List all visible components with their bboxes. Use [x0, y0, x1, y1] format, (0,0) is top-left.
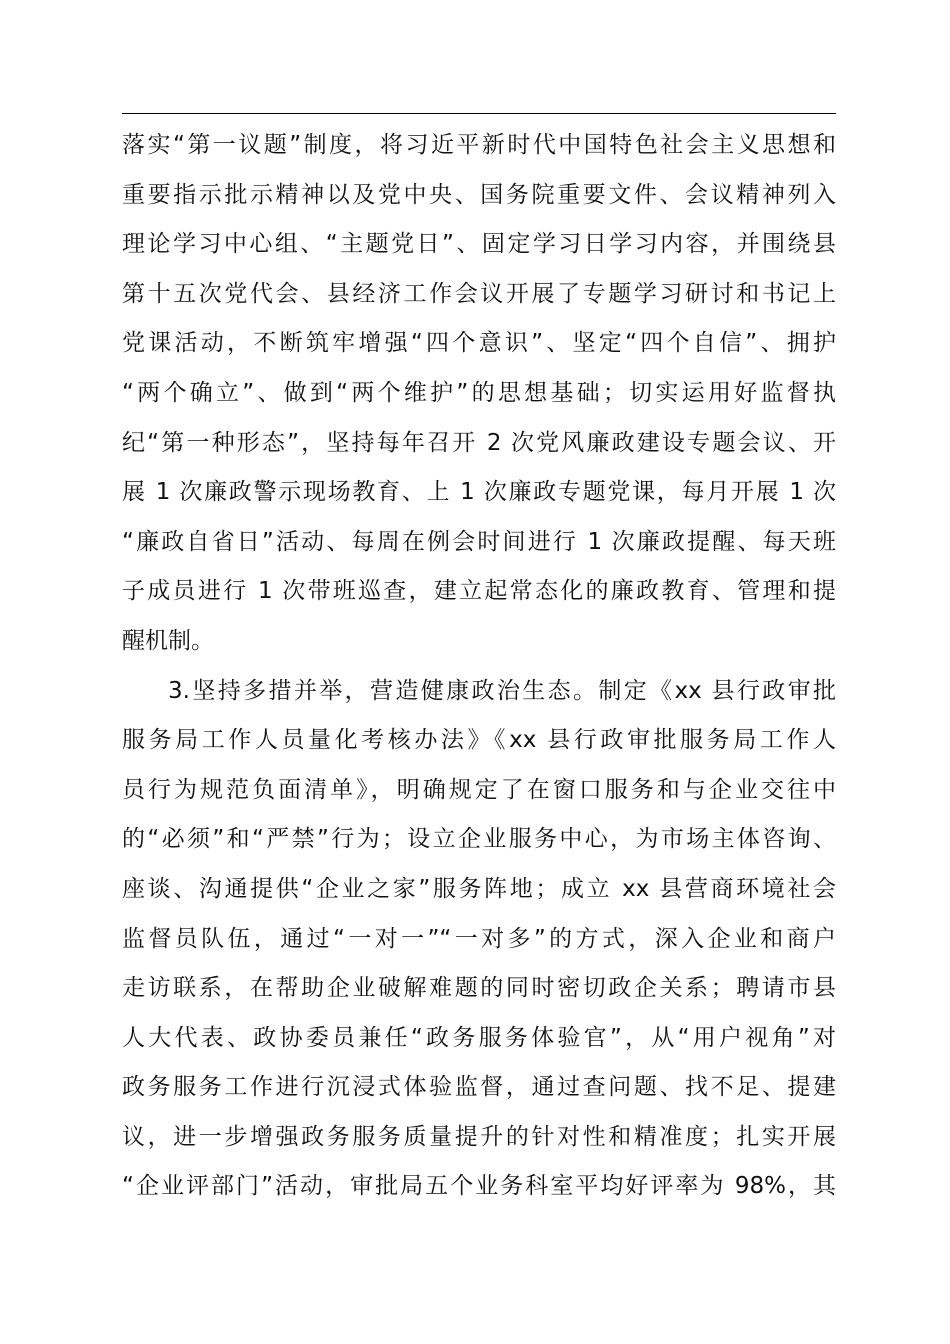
text-line: 党课活动，不断筑牢增强“四个意识”、坚定“四个自信”、拥护 — [122, 330, 836, 357]
text-line: 落实“第一议题”制度，将习近平新时代中国特色社会主义思想和 — [122, 132, 836, 158]
text-line: 理论学习中心组、“主题党日”、固定学习日学习内容，并围绕县 — [122, 231, 836, 258]
text-line: 员行为规范负面清单》，明确规定了在窗口服务和与企业交往中 — [122, 776, 836, 803]
text-line: “两个确立”、做到“两个维护”的思想基础；切实运用好监督执 — [122, 379, 836, 406]
text-line: 的“必须”和“严禁”行为；设立企业服务中心，为市场主体咨询、 — [122, 826, 836, 853]
text-line: 第十五次党代会、县经济工作会议开展了专题学习研讨和书记上 — [122, 280, 836, 307]
text-line: 服务局工作人员量化考核办法》《xx 县行政审批服务局工作人 — [122, 727, 836, 754]
header-rule — [122, 113, 836, 114]
text-line: 走访联系，在帮助企业破解难题的同时密切政企关系；聘请市县 — [122, 975, 836, 1002]
text-line: “企业评部门”活动，审批局五个业务科室平均好评率为 98%，其 — [122, 1173, 836, 1200]
paragraph-start-line: 3.坚持多措并举，营造健康政治生态。制定《xx 县行政审批 — [168, 677, 836, 704]
text-line: 人大代表、政协委员兼任“政务服务体验官”，从“用户视角”对 — [122, 1024, 836, 1051]
text-line: 政务服务工作进行沉浸式体验监督，通过查问题、找不足、提建 — [122, 1074, 836, 1101]
text-line: 醒机制。 — [122, 627, 214, 654]
body-text — [122, 121, 836, 1212]
text-line: 座谈、沟通提供“企业之家”服务阵地；成立 xx 县营商环境社会 — [122, 875, 836, 902]
text-line: 纪“第一种形态”，坚持每年召开 2 次党风廉政建设专题会议、开 — [122, 429, 836, 456]
text-line: 子成员进行 1 次带班巡查，建立起常态化的廉政教育、管理和提 — [122, 578, 836, 605]
text-line: 重要指示批示精神以及党中央、国务院重要文件、会议精神列入 — [122, 181, 836, 208]
text-line: 监督员队伍，通过“一对一”“一对多”的方式，深入企业和商户 — [122, 925, 836, 952]
text-line: 展 1 次廉政警示现场教育、上 1 次廉政专题党课，每月开展 1 次 — [122, 479, 836, 506]
text-line: 议，进一步增强政务服务质量提升的针对性和精准度；扎实开展 — [122, 1123, 836, 1150]
text-line: “廉政自省日”活动、每周在例会时间进行 1 次廉政提醒、每天班 — [122, 528, 836, 555]
